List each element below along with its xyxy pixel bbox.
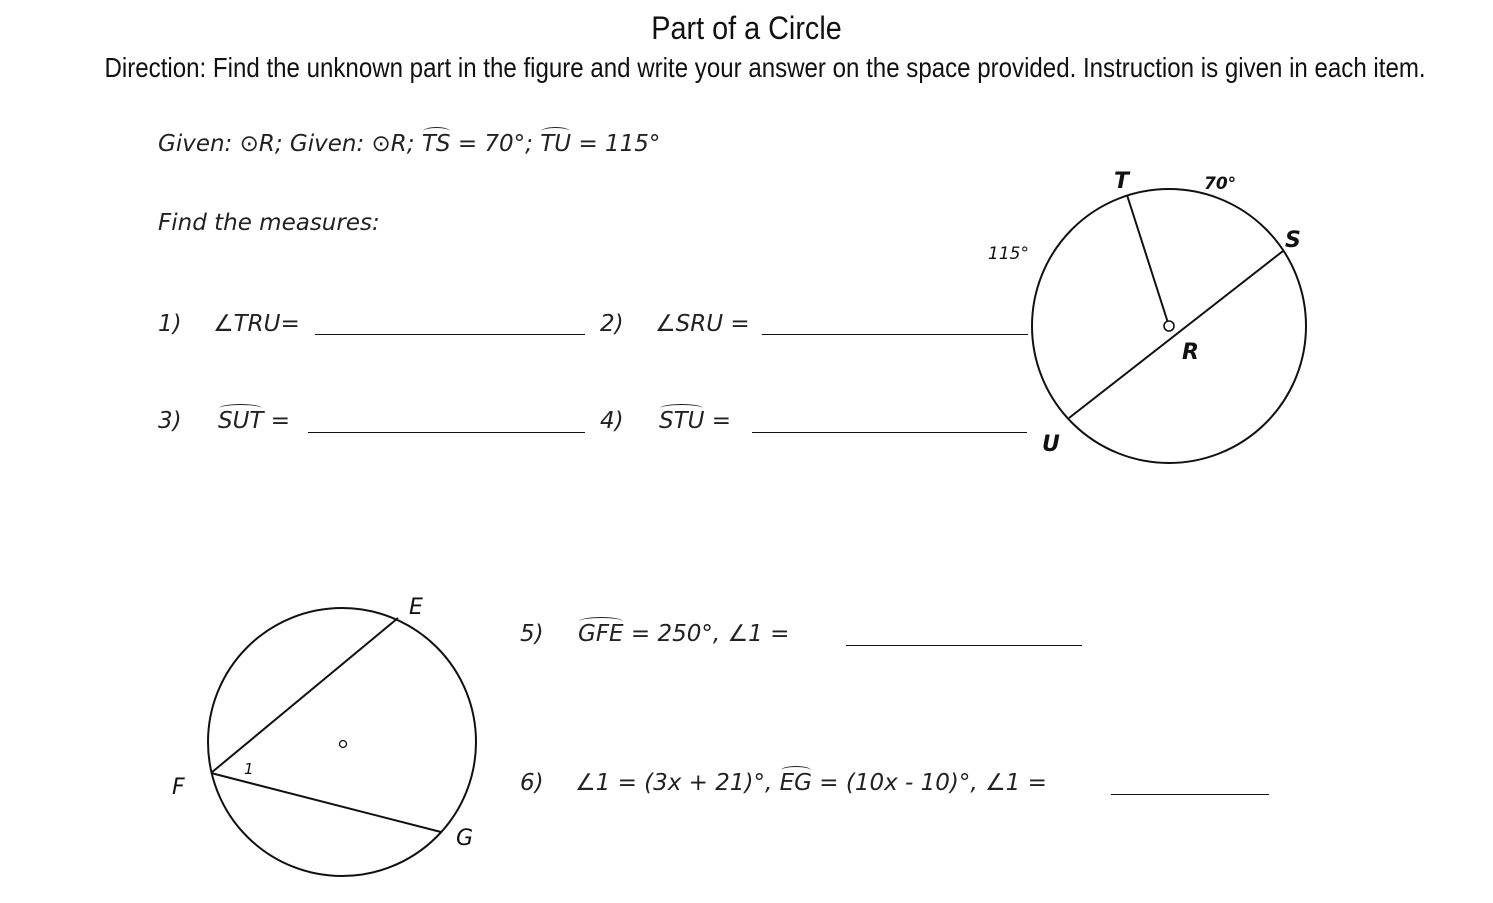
directions-text: Direction: Find the unknown part in the figure and write your answer on the space provided. Instruction is given in each item. — [104, 52, 1426, 83]
find-measures-instruction: Find the measures: — [158, 210, 380, 236]
question-3-equals: = — [263, 408, 291, 434]
arc-stu-label: STU — [659, 408, 705, 434]
chord-fg — [211, 773, 441, 832]
question-4-equals: = — [704, 408, 732, 434]
given-prefix: Given: ⊙R; Given: ⊙R; — [158, 131, 422, 157]
question-1-text: ∠TRU= — [213, 311, 300, 337]
question-2-number: 2) — [600, 311, 624, 337]
circle-r-figure — [988, 169, 1306, 463]
center-point — [340, 741, 347, 748]
radius-rt — [1127, 195, 1169, 326]
question-6-number: 6) — [520, 770, 544, 796]
chord-fe — [211, 618, 398, 773]
arc-sut-label: SUT — [218, 408, 264, 434]
point-g-label: G — [456, 826, 474, 851]
arc-gfe-label: GFE — [578, 621, 624, 647]
question-6-angle-expr: ∠1 = (3x + 21)°, — [575, 770, 780, 796]
point-s-label: S — [1285, 228, 1301, 253]
center-point-r — [1164, 321, 1174, 331]
diameter-su — [1069, 251, 1283, 418]
arc-tu-value: = 115° — [571, 131, 661, 157]
point-r-label: R — [1182, 340, 1199, 365]
arc-ts-measure: 70° — [1204, 174, 1237, 194]
question-4-number: 4) — [600, 408, 624, 434]
inscribed-angle-figure — [172, 595, 476, 876]
angle-1-label: 1 — [244, 760, 254, 778]
arc-tu-label: TU — [540, 131, 572, 157]
page-title: Part of a Circle — [651, 10, 842, 46]
point-e-label: E — [409, 595, 423, 620]
arc-eg-label: EG — [779, 770, 812, 796]
question-5-number: 5) — [520, 621, 544, 647]
question-6-rest: = (10x - 10)°, ∠1 = — [811, 770, 1047, 796]
question-1-number: 1) — [158, 311, 182, 337]
question-2-text: ∠SRU = — [655, 311, 750, 337]
question-3-number: 3) — [158, 408, 182, 434]
arc-ts-label: TS — [421, 131, 451, 157]
question-5-rest: = 250°, ∠1 = — [623, 621, 790, 647]
point-u-label: U — [1042, 432, 1060, 457]
point-t-label: T — [1114, 169, 1130, 194]
arc-tu-measure: 115° — [988, 244, 1029, 264]
arc-ts-value: = 70°; — [450, 131, 541, 157]
point-f-label: F — [172, 775, 185, 800]
